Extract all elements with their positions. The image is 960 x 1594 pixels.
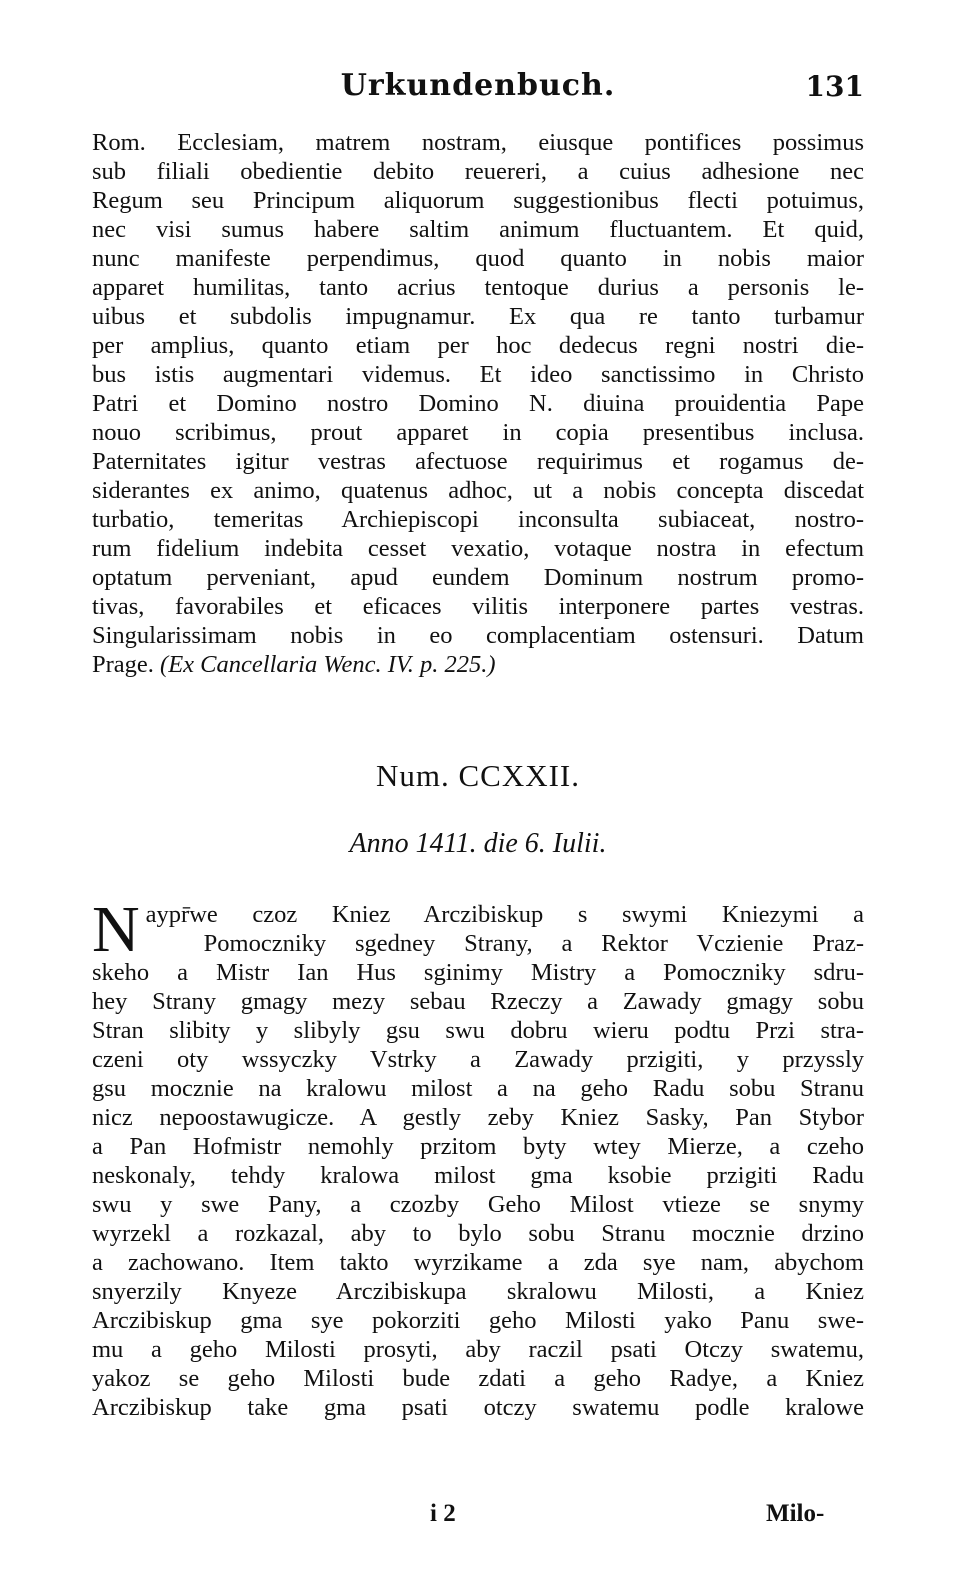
- text-line: Stran slibity y slibyly gsu swu dobru wieru podtu Przi stra-: [92, 1017, 864, 1044]
- text-line: czeni oty wssyczky Vstrky a Zawady przigiti, y przyssly: [92, 1046, 864, 1073]
- text-line: nouo scribimus, prout apparet in copia presentibus inclusa.: [92, 419, 864, 446]
- latin-text-block: [92, 128, 864, 679]
- text-line: uibus et subdolis impugnamur. Ex qua re tanto turbamur: [92, 303, 864, 330]
- text-line: wyrzekl a rozkazal, aby to bylo sobu Stranu mocznie drzino: [92, 1220, 864, 1247]
- text-line: skeho a Mistr Ian Hus sginimy Mistry a Pomoczniky sdru-: [92, 959, 864, 986]
- text-line: per amplius, quanto etiam per hoc dedecus regni nostri die-: [92, 332, 864, 359]
- document-number-heading: Num. CCXXII.: [375, 758, 581, 793]
- text-line: mu a geho Milosti prosyti, aby raczil psati Otczy swatemu,: [92, 1336, 864, 1363]
- text-line: bus istis augmentari videmus. Et ideo sanctissimo in Christo: [92, 361, 864, 388]
- text-line: nunc manifeste perpendimus, quod quanto in nobis maior: [92, 245, 864, 272]
- text-line: Regum seu Principum aliquorum suggestionibus flecti potuimus,: [92, 187, 864, 214]
- text-line: Arczibiskup take gma psati otczy swatemu podle kralowe: [92, 1394, 864, 1421]
- document-date: Anno 1411. die 6. Iulii.: [349, 828, 607, 859]
- text-line: swu y swe Pany, a czozby Geho Milost vtieze se snymy: [92, 1191, 864, 1218]
- text-line: Singularissimam nobis in eo complacentiam ostensuri. Datum: [92, 622, 864, 649]
- text-line: apparet humilitas, tanto acrius tentoque durius a personis le-: [92, 274, 864, 301]
- text-line: rum fidelium indebita cesset vexatio, votaque nostra in efectum: [92, 535, 864, 562]
- text-line: tivas, favorabiles et eficaces vilitis interponere partes vestras.: [92, 593, 864, 620]
- text-line: Arczibiskup gma sye pokorziti geho Milosti yako Panu swe-: [92, 1307, 864, 1334]
- drop-cap: N: [92, 893, 140, 966]
- text-line: siderantes ex animo, quatenus adhoc, ut a nobis concepta discedat: [92, 477, 864, 504]
- text-line: a zachowano. Item takto wyrzikame a zda sye nam, abychom: [92, 1249, 864, 1276]
- running-title: Urkundenbuch.: [340, 68, 616, 103]
- text-line: aypr̄we czoz Kniez Arczibiskup s swymi Kniezymi a: [145, 901, 864, 928]
- text-line: hey Strany gmagy mezy sebau Rzeczy a Zawady gmagy sobu: [92, 988, 864, 1015]
- text-line: nicz nepoostawugicze. A gestly zeby Kniez Sasky, Pan Stybor: [92, 1104, 864, 1131]
- text-line: optatum perveniant, apud eundem Dominum nostrum promo-: [92, 564, 864, 591]
- text-line: nec visi sumus habere saltim animum fluctuantem. Et quid,: [92, 216, 864, 243]
- text-line: snyerzily Knyeze Arczibiskupa skralowu Milosti, a Kniez: [92, 1278, 864, 1305]
- text-line: Patri et Domino nostro Domino N. diuina prouidentia Pape: [92, 390, 864, 417]
- running-head: [92, 68, 864, 112]
- citation-source: (Ex Cancellaria Wenc. IV. p. 225.): [160, 651, 496, 678]
- text-line: Paternitates igitur vestras afectuose requirimus et rogamus de-: [92, 448, 864, 475]
- czech-text-block: [92, 893, 864, 1422]
- catchword: Milo-: [766, 1500, 825, 1527]
- text-line: a Pan Hofmistr nemohly przitom byty wtey Mierze, a czeho: [92, 1133, 864, 1160]
- text-line: Rom. Ecclesiam, matrem nostram, eiusque pontifices possimus: [92, 129, 864, 156]
- source-citation-line: [92, 650, 864, 679]
- text-line: neskonaly, tehdy kralowa milost gma ksobie przigiti Radu: [92, 1162, 864, 1189]
- text-line: turbatio, temeritas Archiepiscopi inconsulta subiaceat, nostro-: [92, 506, 864, 533]
- text-line: Pomoczniky sgedney Strany, a Rektor Vczienie Praz-: [203, 930, 864, 957]
- citation-place: Prage.: [92, 651, 161, 678]
- signature-mark: i 2: [430, 1500, 456, 1527]
- page-number: 131: [805, 70, 864, 103]
- text-line: sub filiali obedientie debito reuereri, a cuius adhesione nec: [92, 158, 864, 185]
- text-line: yakoz se geho Milosti bude zdati a geho Radye, a Kniez: [92, 1365, 864, 1392]
- text-line: gsu mocznie na kralowu milost a na geho Radu sobu Stranu: [92, 1075, 864, 1102]
